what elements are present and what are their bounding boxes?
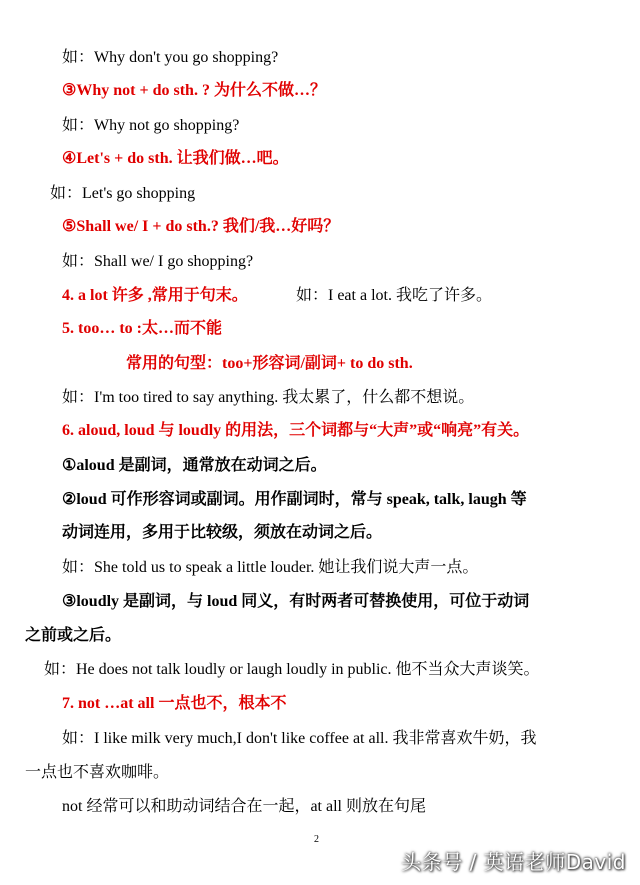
pattern-heading: ④Let's + do sth. 让我们做…吧。: [62, 150, 289, 167]
rule-line: ③loudly 是副词，与 loud 同义，有时两者可替换使用，可位于动词: [62, 593, 530, 610]
example-line: 如：I eat a lot. 我吃了许多。: [296, 287, 492, 304]
watermark: 头条号 / 英语老师David: [401, 850, 626, 874]
section-heading: 6. aloud, loud 与 loudly 的用法，三个词都与“大声”或“响亮”有关。: [62, 422, 530, 439]
section-heading: 7. not …at all 一点也不，根本不: [62, 695, 287, 712]
example-line: 如：Shall we/ I go shopping?: [62, 253, 254, 270]
rule-line: 之前或之后。: [25, 627, 122, 644]
section-heading: 4. a lot 许多 ,常用于句末。: [62, 287, 248, 304]
example-line: 如：I like milk very much,I don't like coffee at all. 我非常喜欢牛奶，我: [62, 730, 537, 747]
example-line: 如：He does not talk loudly or laugh loudly in public. 他不当众大声谈笑。: [44, 661, 540, 678]
example-line: 一点也不喜欢咖啡。: [25, 764, 170, 781]
pattern-heading: ⑤Shall we/ I + do sth.? 我们/我…好吗？: [62, 218, 340, 235]
rule-line: ①aloud 是副词，通常放在动词之后。: [62, 457, 327, 474]
example-line: 如：Why not go shopping?: [62, 117, 240, 134]
note-line: not 经常可以和助动词结合在一起，at all 则放在句尾: [62, 798, 426, 815]
pattern-heading: ③Why not + do sth. ? 为什么不做…？: [62, 82, 326, 99]
example-line: 如：She told us to speak a little louder. 她让我们说大声一点。: [62, 559, 479, 576]
page-number: 2: [314, 834, 319, 845]
pattern-heading: 常用的句型：too+形容词/副词+ to do sth.: [126, 355, 413, 372]
example-line: 如：Why don't you go shopping?: [62, 49, 279, 66]
rule-line: ②loud 可作形容词或副词。用作副词时，常与 speak, talk, laugh 等: [62, 491, 527, 508]
rule-line: 动词连用，多用于比较级，须放在动词之后。: [62, 524, 383, 541]
example-line: 如：Let's go shopping: [50, 185, 196, 202]
example-line: 如：I'm too tired to say anything. 我太累了，什么都不想说。: [62, 389, 475, 406]
section-heading: 5. too… to :太…而不能: [62, 320, 222, 337]
